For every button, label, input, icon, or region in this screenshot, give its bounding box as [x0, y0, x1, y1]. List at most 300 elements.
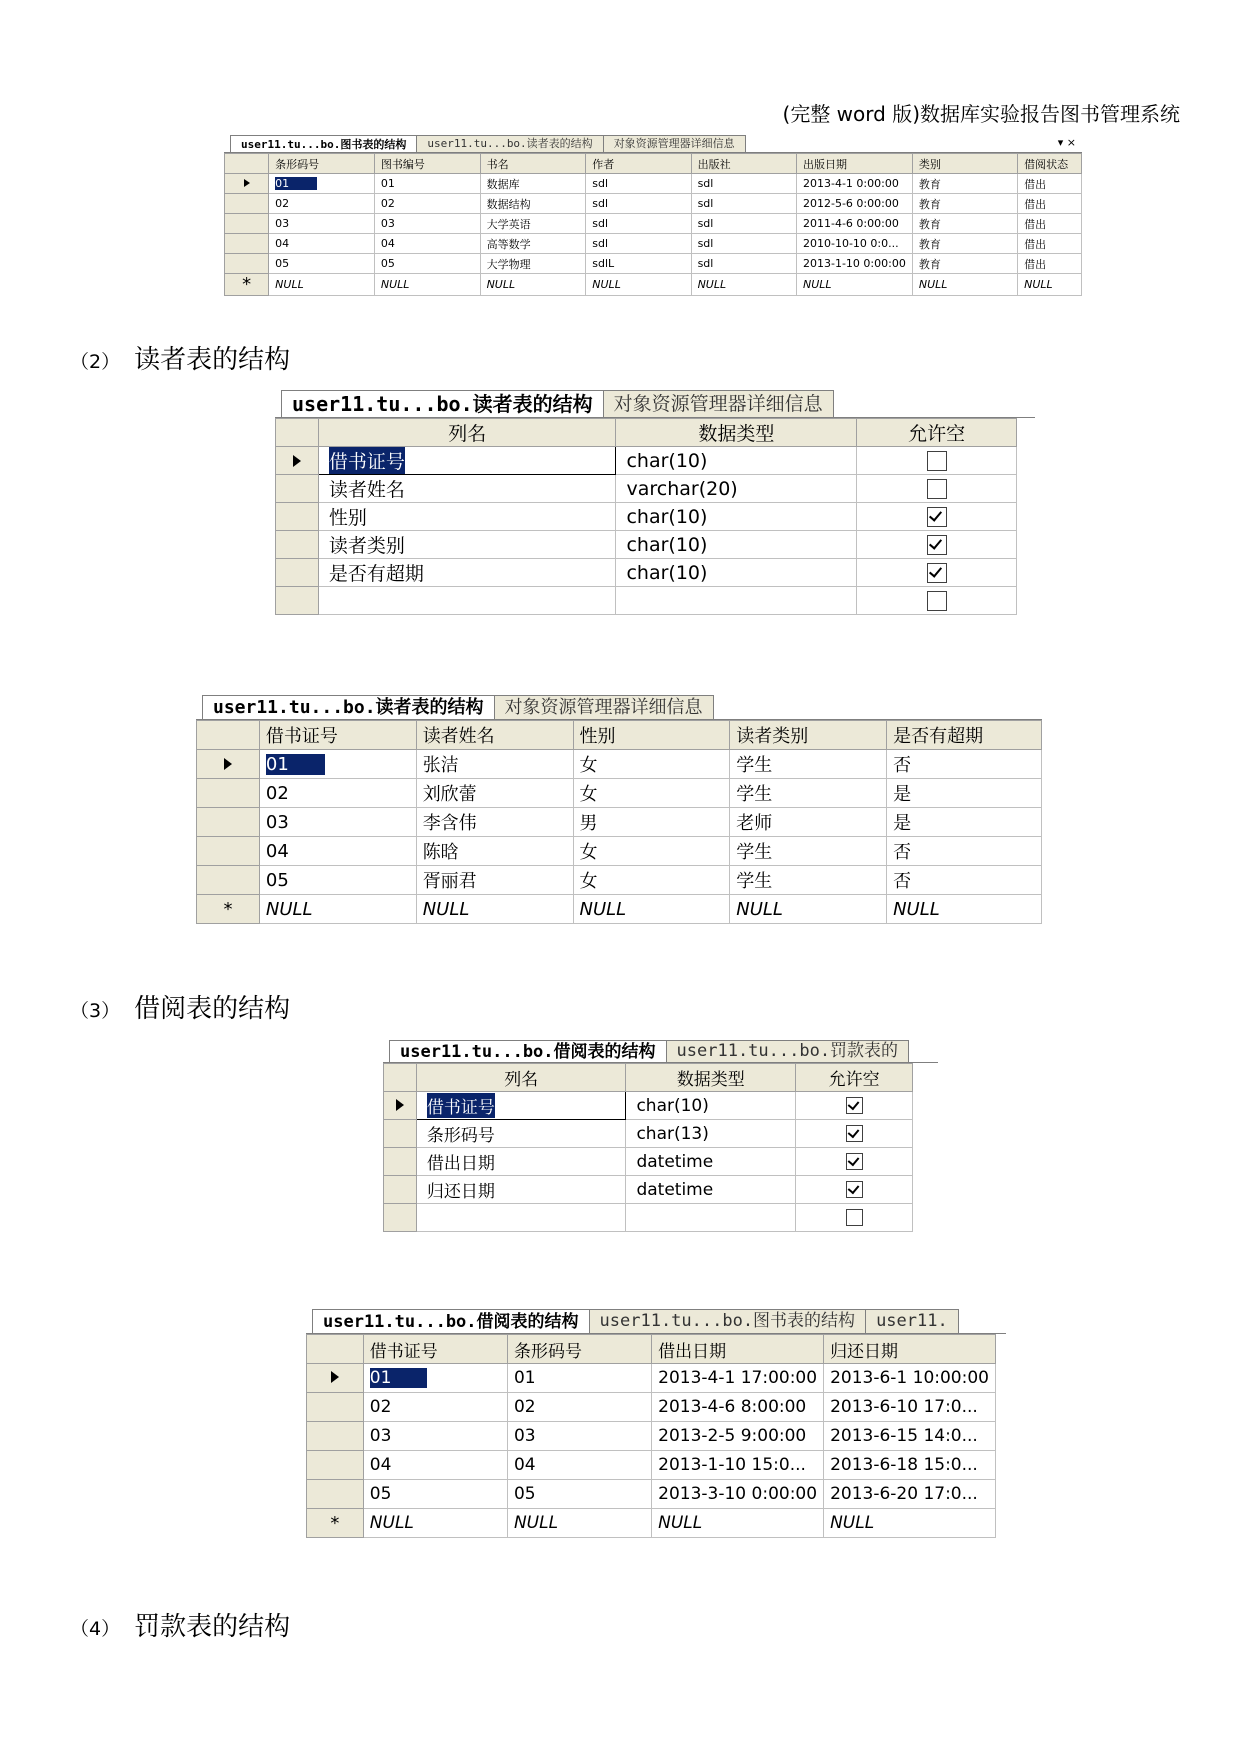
table-cell[interactable]: [797, 254, 913, 274]
row-header[interactable]: [276, 531, 319, 559]
table-cell[interactable]: [730, 779, 887, 808]
table-cell[interactable]: [269, 174, 375, 194]
table-cell[interactable]: [887, 779, 1042, 808]
allow-null-cell[interactable]: [796, 1092, 913, 1120]
cell-value: 2013-2-5 9:00:00: [658, 1426, 807, 1446]
table-row[interactable]: [307, 1480, 996, 1509]
cell-value: 2010-10-10 0:0...: [803, 237, 899, 250]
cell-value: 04: [265, 840, 289, 862]
row-header[interactable]: [276, 475, 319, 503]
table-row[interactable]: [197, 808, 1042, 837]
null-cell[interactable]: NULL: [374, 274, 480, 296]
reader-data-table: [196, 720, 1042, 924]
null-cell[interactable]: NULL: [652, 1509, 824, 1538]
table-cell[interactable]: [887, 808, 1042, 837]
cell-value: 02: [380, 197, 395, 210]
table-cell[interactable]: [374, 254, 480, 274]
row-header[interactable]: [307, 1364, 364, 1393]
table-cell[interactable]: [363, 1480, 507, 1509]
allow-null-cell[interactable]: [857, 447, 1017, 475]
cell-value: sdl: [697, 197, 714, 210]
null-cell[interactable]: NULL: [730, 895, 887, 924]
column-name-cell[interactable]: [318, 559, 616, 587]
tab-reader-structure[interactable]: user11.tu...bo.读者表的结构: [416, 135, 603, 152]
column-header[interactable]: 借书证号: [259, 721, 416, 750]
cell-value: 2012-5-6 0:00:00: [803, 197, 899, 210]
cell-value: 02: [513, 1397, 536, 1417]
null-cell[interactable]: NULL: [586, 274, 691, 296]
table-cell[interactable]: [480, 214, 586, 234]
column-header[interactable]: 出版社: [691, 154, 796, 174]
table-cell[interactable]: [691, 194, 796, 214]
table-cell[interactable]: [797, 174, 913, 194]
table-cell[interactable]: [416, 750, 573, 779]
checkbox-checked-icon[interactable]: [927, 563, 947, 583]
row-header[interactable]: [225, 174, 269, 194]
table-row[interactable]: [276, 503, 1017, 531]
table-row[interactable]: [197, 779, 1042, 808]
reader-structure-grid: [275, 388, 1035, 640]
column-header[interactable]: 允许空: [857, 419, 1017, 447]
column-header[interactable]: 出版日期: [797, 154, 913, 174]
table-cell[interactable]: [586, 174, 691, 194]
table-cell[interactable]: [363, 1393, 507, 1422]
column-name-cell[interactable]: [318, 475, 616, 503]
table-cell[interactable]: [416, 866, 573, 895]
table-cell[interactable]: [1018, 234, 1082, 254]
row-header[interactable]: [225, 254, 269, 274]
table-cell[interactable]: [573, 866, 730, 895]
row-header[interactable]: [276, 587, 319, 615]
table-row[interactable]: [307, 1364, 996, 1393]
new-row[interactable]: [384, 1204, 913, 1232]
tab-book-structure[interactable]: user11.tu...bo.图书表的结构: [589, 1309, 867, 1333]
column-header[interactable]: 读者姓名: [416, 721, 573, 750]
column-header[interactable]: 借书证号: [363, 1335, 507, 1364]
table-cell[interactable]: [1018, 214, 1082, 234]
table-cell[interactable]: [259, 837, 416, 866]
table-cell[interactable]: [691, 234, 796, 254]
column-name-cell[interactable]: [416, 1148, 626, 1176]
checkbox-checked-icon[interactable]: [927, 535, 947, 555]
data-type-cell[interactable]: char(10): [616, 559, 857, 587]
null-cell[interactable]: NULL: [480, 274, 586, 296]
column-name-cell[interactable]: [318, 503, 616, 531]
table-cell[interactable]: [480, 194, 586, 214]
cell-value: 张洁: [422, 755, 459, 776]
table-cell[interactable]: [363, 1422, 507, 1451]
tab-borrow-structure[interactable]: user11.tu...bo.借阅表的结构: [389, 1040, 667, 1063]
column-header[interactable]: 条形码号: [269, 154, 375, 174]
table-cell[interactable]: [507, 1364, 651, 1393]
row-header[interactable]: [197, 866, 260, 895]
table-cell[interactable]: [573, 808, 730, 837]
corner-cell[interactable]: [276, 419, 319, 447]
table-cell[interactable]: [824, 1364, 996, 1393]
column-header[interactable]: 数据类型: [616, 419, 857, 447]
table-row[interactable]: [197, 837, 1042, 866]
cell-value: 大学物理: [486, 257, 531, 271]
table-cell[interactable]: [1018, 254, 1082, 274]
allow-null-cell[interactable]: [857, 559, 1017, 587]
table-cell[interactable]: [586, 214, 691, 234]
cell-value: 03: [380, 217, 395, 230]
table-row[interactable]: [225, 214, 1082, 234]
row-header[interactable]: [197, 750, 260, 779]
table-row[interactable]: [276, 559, 1017, 587]
corner-cell[interactable]: [197, 721, 260, 750]
column-header[interactable]: 书名: [480, 154, 586, 174]
column-header[interactable]: 允许空: [796, 1064, 913, 1092]
row-header[interactable]: [384, 1204, 417, 1232]
cell-value: sdl: [592, 177, 609, 190]
borrow-data-table: [306, 1334, 996, 1538]
table-cell[interactable]: [730, 837, 887, 866]
data-type-cell[interactable]: varchar(20): [616, 475, 857, 503]
checkbox-checked-icon[interactable]: [846, 1097, 863, 1114]
column-header[interactable]: 数据类型: [626, 1064, 796, 1092]
table-cell[interactable]: [887, 866, 1042, 895]
new-row[interactable]: [307, 1509, 996, 1538]
row-header[interactable]: [276, 447, 319, 475]
row-header[interactable]: [384, 1092, 417, 1120]
table-cell[interactable]: [269, 234, 375, 254]
null-cell[interactable]: NULL: [912, 274, 1017, 296]
tab-borrow-structure[interactable]: user11.tu...bo.借阅表的结构: [312, 1309, 590, 1334]
corner-cell[interactable]: [384, 1064, 417, 1092]
header-row: [384, 1064, 913, 1092]
tab-controls[interactable]: ▾ ×: [1057, 136, 1076, 149]
table-row[interactable]: [225, 194, 1082, 214]
data-type-cell[interactable]: [626, 1204, 796, 1232]
cell-value: 教育: [918, 237, 941, 251]
cell-value: sdl: [592, 217, 609, 230]
borrow-structure-grid: [383, 1038, 938, 1260]
table-cell[interactable]: [730, 750, 887, 779]
row-header[interactable]: [197, 779, 260, 808]
table-cell[interactable]: [652, 1480, 824, 1509]
table-cell[interactable]: [652, 1422, 824, 1451]
table-cell[interactable]: [912, 194, 1017, 214]
column-header[interactable]: 类别: [912, 154, 1017, 174]
table-cell[interactable]: [691, 174, 796, 194]
new-row[interactable]: [225, 274, 1082, 296]
null-cell[interactable]: NULL: [887, 895, 1042, 924]
table-cell[interactable]: [586, 254, 691, 274]
table-cell[interactable]: [652, 1393, 824, 1422]
null-cell[interactable]: NULL: [259, 895, 416, 924]
column-header[interactable]: 作者: [586, 154, 691, 174]
column-header[interactable]: 列名: [416, 1064, 626, 1092]
column-name-cell[interactable]: [416, 1204, 626, 1232]
table-cell[interactable]: [573, 750, 730, 779]
current-row-icon: [224, 758, 232, 770]
table-cell[interactable]: [374, 214, 480, 234]
table-row[interactable]: [225, 234, 1082, 254]
data-type-cell[interactable]: char(10): [616, 447, 857, 475]
cell-value: 学生: [736, 842, 773, 863]
data-type-cell[interactable]: datetime: [626, 1176, 796, 1204]
row-header[interactable]: [384, 1148, 417, 1176]
table-cell[interactable]: [507, 1480, 651, 1509]
column-name-cell[interactable]: [318, 587, 616, 615]
allow-null-cell[interactable]: [857, 475, 1017, 503]
tab-object-explorer[interactable]: 对象资源管理器详细信息: [603, 390, 834, 417]
row-header[interactable]: [197, 808, 260, 837]
table-cell[interactable]: [573, 837, 730, 866]
table-row[interactable]: [197, 866, 1042, 895]
table-cell[interactable]: [507, 1393, 651, 1422]
table-cell[interactable]: [573, 779, 730, 808]
column-name: 借书证号: [427, 1093, 495, 1118]
null-cell[interactable]: NULL: [824, 1509, 996, 1538]
column-header[interactable]: 读者类别: [730, 721, 887, 750]
cell-value: 教育: [918, 197, 941, 211]
cell-value: 借出: [1024, 237, 1047, 251]
tab-fine-structure[interactable]: user11.tu...bo.罚款表的: [666, 1040, 910, 1062]
cell-value: sdl: [697, 177, 714, 190]
cell-value: sdl: [697, 257, 714, 270]
table-cell[interactable]: [912, 174, 1017, 194]
table-cell[interactable]: [259, 750, 416, 779]
row-header[interactable]: [384, 1120, 417, 1148]
allow-null-cell[interactable]: [857, 531, 1017, 559]
table-cell[interactable]: [797, 234, 913, 254]
cell-value: 数据库: [486, 177, 520, 191]
column-header[interactable]: 条形码号: [507, 1335, 651, 1364]
column-name-cell[interactable]: [416, 1176, 626, 1204]
cell-value: 否: [893, 871, 912, 892]
table-cell[interactable]: [824, 1451, 996, 1480]
column-name: 归还日期: [426, 1182, 495, 1202]
cell-value: 女: [579, 842, 598, 863]
column-header[interactable]: 图书编号: [374, 154, 480, 174]
tab-reader-structure[interactable]: user11.tu...bo.读者表的结构: [281, 390, 604, 418]
header-row: [307, 1335, 996, 1364]
column-name-cell[interactable]: [416, 1120, 626, 1148]
checkbox-unchecked-icon[interactable]: [927, 591, 947, 611]
table-row[interactable]: [307, 1422, 996, 1451]
section-heading-reader: （2） 读者表的结构: [70, 345, 291, 375]
table-cell[interactable]: [887, 837, 1042, 866]
table-cell[interactable]: [730, 808, 887, 837]
row-header[interactable]: [307, 1451, 364, 1480]
allow-null-cell[interactable]: [796, 1204, 913, 1232]
cell-value: 借出: [1024, 197, 1047, 211]
new-row[interactable]: [197, 895, 1042, 924]
table-cell[interactable]: [912, 234, 1017, 254]
column-name-cell[interactable]: [318, 531, 616, 559]
data-type-cell[interactable]: char(10): [616, 531, 857, 559]
cell-value: 04: [513, 1455, 536, 1475]
cell-value: 2013-1-10 0:00:00: [803, 257, 906, 270]
row-header[interactable]: [276, 503, 319, 531]
table-cell[interactable]: [824, 1393, 996, 1422]
table-cell[interactable]: [797, 194, 913, 214]
allow-null-cell[interactable]: [796, 1148, 913, 1176]
table-row[interactable]: [225, 174, 1082, 194]
row-header[interactable]: [307, 1422, 364, 1451]
cell-value: 2013-1-10 15:0...: [658, 1455, 806, 1475]
null-cell[interactable]: NULL: [507, 1509, 651, 1538]
table-cell[interactable]: [691, 214, 796, 234]
table-row[interactable]: [384, 1148, 913, 1176]
table-row[interactable]: [384, 1176, 913, 1204]
tab-object-explorer[interactable]: 对象资源管理器详细信息: [494, 695, 714, 719]
data-type-cell[interactable]: datetime: [626, 1148, 796, 1176]
table-row[interactable]: [384, 1120, 913, 1148]
cell-value: 05: [369, 1484, 392, 1504]
table-row[interactable]: [307, 1393, 996, 1422]
table-row[interactable]: [307, 1451, 996, 1480]
table-cell[interactable]: [1018, 174, 1082, 194]
cell-value: 2013-6-18 15:0...: [830, 1455, 978, 1475]
checkbox-checked-icon[interactable]: [927, 507, 947, 527]
checkbox-checked-icon[interactable]: [846, 1153, 863, 1170]
row-header[interactable]: [307, 1480, 364, 1509]
table-cell[interactable]: [259, 779, 416, 808]
borrow-data-grid: [306, 1307, 1006, 1565]
allow-null-cell[interactable]: [796, 1176, 913, 1204]
tab-reader-structure[interactable]: user11.tu...bo.读者表的结构: [202, 695, 495, 720]
checkbox-unchecked-icon[interactable]: [927, 451, 947, 471]
corner-cell[interactable]: [307, 1335, 364, 1364]
table-cell[interactable]: [507, 1451, 651, 1480]
column-header[interactable]: 借阅状态: [1018, 154, 1082, 174]
allow-null-cell[interactable]: [796, 1120, 913, 1148]
cell-value: 03: [275, 217, 290, 230]
table-cell[interactable]: [259, 866, 416, 895]
table-cell[interactable]: [912, 214, 1017, 234]
row-header[interactable]: [384, 1176, 417, 1204]
table-row[interactable]: [197, 750, 1042, 779]
table-cell[interactable]: [416, 808, 573, 837]
table-cell[interactable]: [480, 234, 586, 254]
cell-value: sdl: [592, 237, 609, 250]
column-name: 读者类别: [328, 535, 405, 557]
column-header[interactable]: 借出日期: [652, 1335, 824, 1364]
table-cell[interactable]: [480, 174, 586, 194]
data-type-cell[interactable]: char(13): [626, 1120, 796, 1148]
table-cell[interactable]: [363, 1451, 507, 1480]
row-header[interactable]: [225, 194, 269, 214]
table-cell[interactable]: [824, 1422, 996, 1451]
table-cell[interactable]: [1018, 194, 1082, 214]
null-cell[interactable]: NULL: [691, 274, 796, 296]
row-header[interactable]: [276, 559, 319, 587]
table-row[interactable]: [384, 1092, 913, 1120]
table-cell[interactable]: [691, 254, 796, 274]
allow-null-cell[interactable]: [857, 503, 1017, 531]
null-cell[interactable]: NULL: [797, 274, 913, 296]
table-cell[interactable]: [269, 254, 375, 274]
column-name: 性别: [328, 507, 367, 529]
null-cell[interactable]: NULL: [573, 895, 730, 924]
book-data-table: [224, 153, 1082, 296]
row-header[interactable]: [225, 214, 269, 234]
table-cell[interactable]: [269, 194, 375, 214]
cell-value: 女: [579, 784, 598, 805]
table-cell[interactable]: [269, 214, 375, 234]
table-cell[interactable]: [416, 779, 573, 808]
table-cell[interactable]: [730, 866, 887, 895]
column-name-cell[interactable]: [318, 447, 616, 475]
table-row[interactable]: [225, 254, 1082, 274]
table-row[interactable]: [276, 447, 1017, 475]
data-type-cell[interactable]: [616, 587, 857, 615]
cell-value: 学生: [736, 784, 773, 805]
column-header[interactable]: 列名: [318, 419, 616, 447]
table-cell[interactable]: [416, 837, 573, 866]
table-cell[interactable]: [586, 194, 691, 214]
table-cell[interactable]: [374, 194, 480, 214]
tab-book-structure[interactable]: user11.tu...bo.图书表的结构: [230, 135, 417, 153]
cell-value: 2013-6-15 14:0...: [830, 1426, 978, 1446]
cell-value: sdl: [697, 217, 714, 230]
table-cell[interactable]: [652, 1364, 824, 1393]
header-row: [225, 154, 1082, 174]
new-row[interactable]: [276, 587, 1017, 615]
current-row-icon: [331, 1371, 339, 1383]
data-type-cell[interactable]: char(10): [626, 1092, 796, 1120]
cell-value: 03: [265, 811, 289, 833]
table-row[interactable]: [276, 475, 1017, 503]
row-header[interactable]: [307, 1393, 364, 1422]
corner-cell[interactable]: [225, 154, 269, 174]
cell-value: 教育: [918, 217, 941, 231]
column-header[interactable]: 归还日期: [824, 1335, 996, 1364]
table-cell[interactable]: [363, 1364, 507, 1393]
table-cell[interactable]: [652, 1451, 824, 1480]
column-header[interactable]: 性别: [573, 721, 730, 750]
cell-value: 否: [893, 755, 912, 776]
null-cell[interactable]: NULL: [363, 1509, 507, 1538]
tab-user11[interactable]: user11.: [865, 1309, 959, 1333]
column-name: 条形码号: [426, 1126, 495, 1146]
checkbox-checked-icon[interactable]: [846, 1181, 863, 1198]
checkbox-unchecked-icon[interactable]: [846, 1209, 863, 1226]
null-cell[interactable]: NULL: [269, 274, 375, 296]
table-cell[interactable]: [887, 750, 1042, 779]
column-name-cell[interactable]: [416, 1092, 626, 1120]
null-cell[interactable]: NULL: [1018, 274, 1082, 296]
allow-null-cell[interactable]: [857, 587, 1017, 615]
null-cell[interactable]: NULL: [416, 895, 573, 924]
checkbox-unchecked-icon[interactable]: [927, 479, 947, 499]
table-cell[interactable]: [507, 1422, 651, 1451]
checkbox-checked-icon[interactable]: [846, 1125, 863, 1142]
table-cell[interactable]: [374, 234, 480, 254]
cell-value: 借出: [1024, 257, 1047, 271]
table-cell[interactable]: [912, 254, 1017, 274]
tab-object-explorer[interactable]: 对象资源管理器详细信息: [603, 135, 746, 152]
table-cell[interactable]: [480, 254, 586, 274]
cell-value: 03: [369, 1426, 392, 1446]
table-cell[interactable]: [259, 808, 416, 837]
table-cell[interactable]: [797, 214, 913, 234]
table-row[interactable]: [276, 531, 1017, 559]
cell-value: sdl: [592, 197, 609, 210]
row-header[interactable]: [197, 837, 260, 866]
row-header[interactable]: [225, 234, 269, 254]
data-type-cell[interactable]: char(10): [616, 503, 857, 531]
cell-value: 05: [513, 1484, 536, 1504]
column-header[interactable]: 是否有超期: [887, 721, 1042, 750]
page-header: (完整 word 版)数据库实验报告图书管理系统: [782, 102, 1180, 126]
table-cell[interactable]: [586, 234, 691, 254]
table-cell[interactable]: [824, 1480, 996, 1509]
table-cell[interactable]: [374, 174, 480, 194]
